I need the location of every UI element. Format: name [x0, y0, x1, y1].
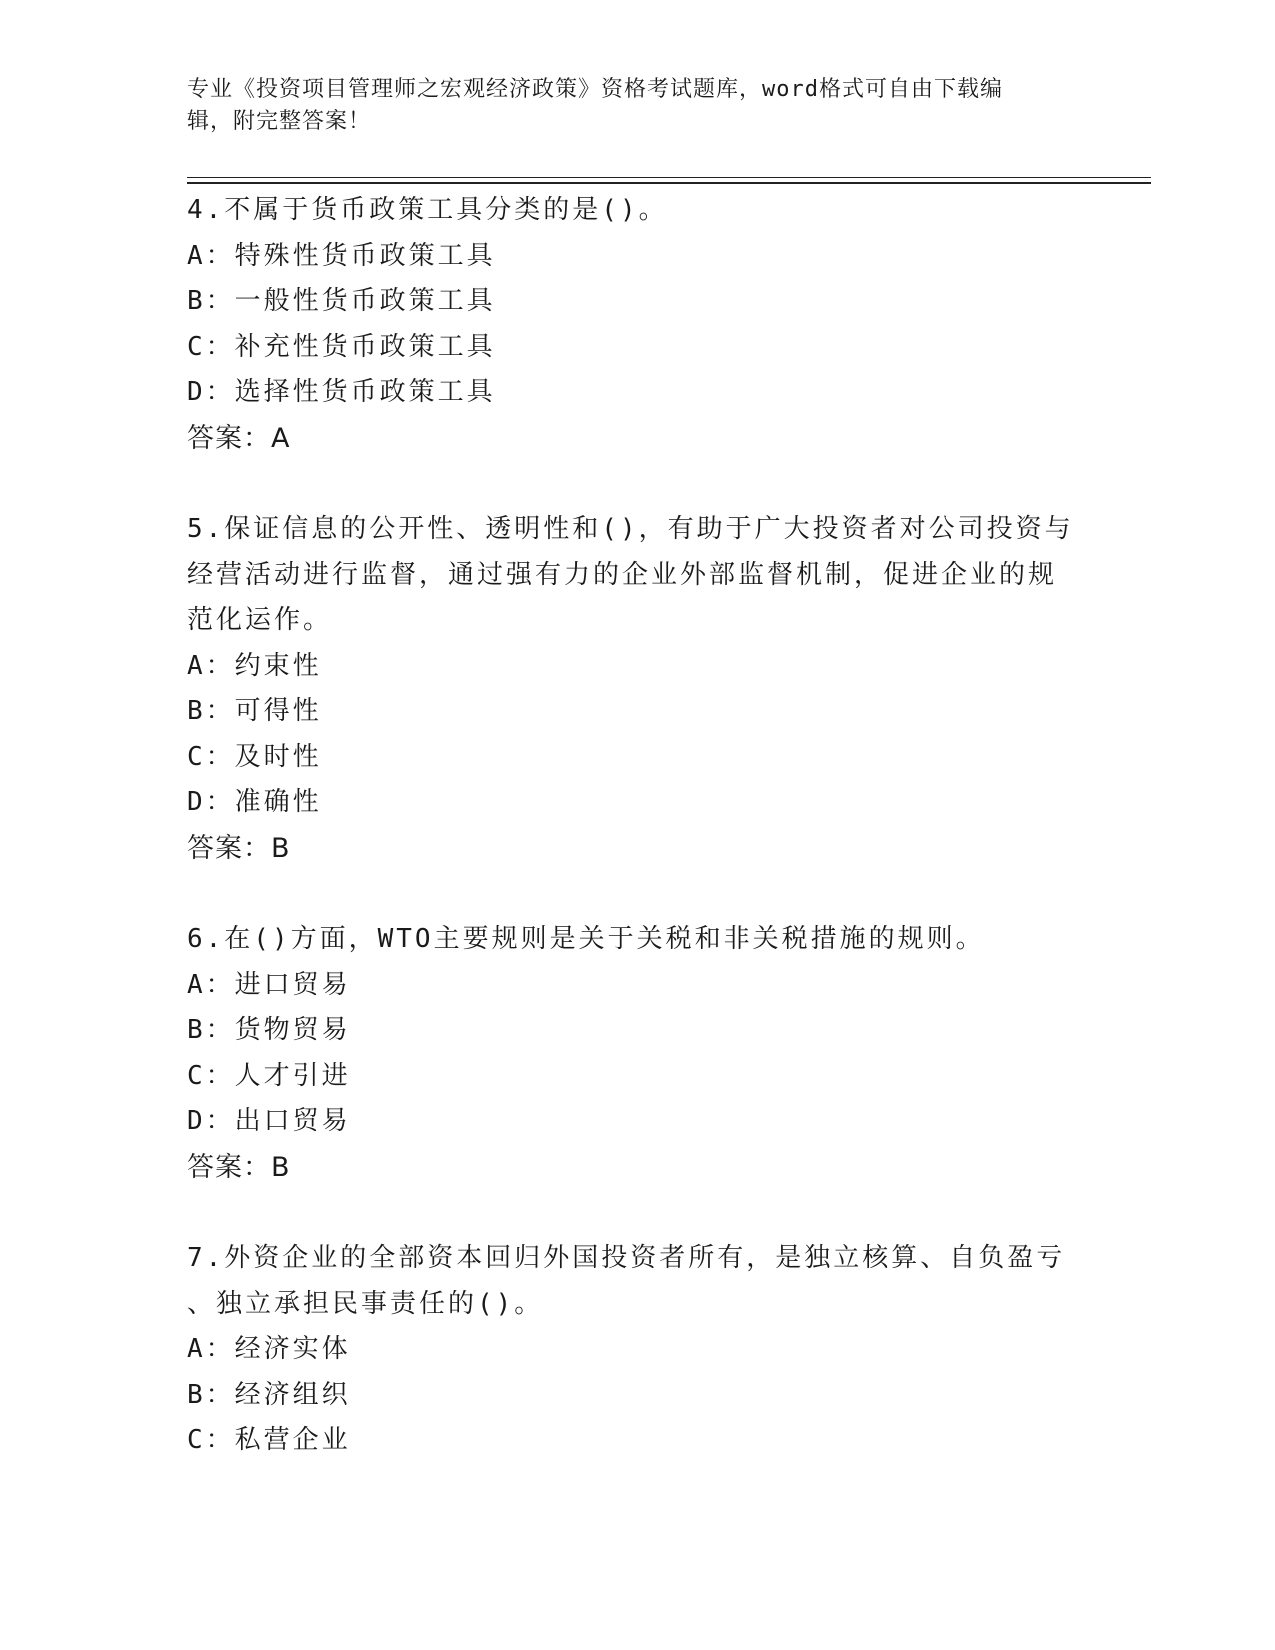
question-stem-line-2: 经营活动进行监督，通过强有力的企业外部监督机制，促进企业的规 [187, 559, 1058, 590]
header-divider-thin [187, 177, 1151, 178]
option-c: C：及时性 [187, 741, 322, 772]
question-stem-line-2: 、独立承担民事责任的()。 [187, 1288, 544, 1319]
option-c: C：人才引进 [187, 1060, 351, 1091]
option-b: B：可得性 [187, 696, 322, 726]
option-a: A：进口贸易 [187, 969, 351, 1000]
option-b: B：经济组织 [187, 1379, 351, 1410]
question-6 [187, 917, 1087, 1190]
question-5 [187, 507, 1087, 871]
option-c: C：私营企业 [187, 1425, 351, 1455]
question-stem: 6.在()方面，WTO主要规则是关于关税和非关税措施的规则。 [187, 924, 985, 954]
answer-label: 答案：B [187, 1151, 291, 1183]
question-4 [187, 188, 1087, 461]
question-7 [187, 1236, 1087, 1464]
question-stem: 4.不属于货币政策工具分类的是()。 [187, 195, 668, 225]
document-header [187, 74, 1067, 138]
option-d: D：出口贸易 [187, 1106, 351, 1136]
option-d: D：选择性货币政策工具 [187, 377, 496, 407]
answer-label: 答案：B [187, 832, 291, 864]
answer-label: 答案：A [187, 422, 291, 454]
option-b: B：一般性货币政策工具 [187, 286, 496, 316]
option-c: C：补充性货币政策工具 [187, 331, 496, 362]
header-line-1: 专业《投资项目管理师之宏观经济政策》资格考试题库，word格式可自由下载编 [187, 77, 1003, 102]
option-b: B：货物贸易 [187, 1015, 351, 1045]
header-line-2: 辑，附完整答案！ [187, 109, 372, 134]
question-list [187, 188, 1087, 1510]
question-stem-line-3: 范化运作。 [187, 605, 333, 635]
option-d: D：准确性 [187, 787, 322, 817]
question-stem-line-1: 5.保证信息的公开性、透明性和()，有助于广大投资者对公司投资与 [187, 514, 1074, 544]
header-divider-thick [187, 182, 1151, 184]
option-a: A：约束性 [187, 650, 322, 681]
option-a: A：经济实体 [187, 1334, 351, 1364]
question-stem-line-1: 7.外资企业的全部资本回归外国投资者所有，是独立核算、自负盈亏 [187, 1243, 1066, 1273]
option-a: A：特殊性货币政策工具 [187, 240, 496, 271]
